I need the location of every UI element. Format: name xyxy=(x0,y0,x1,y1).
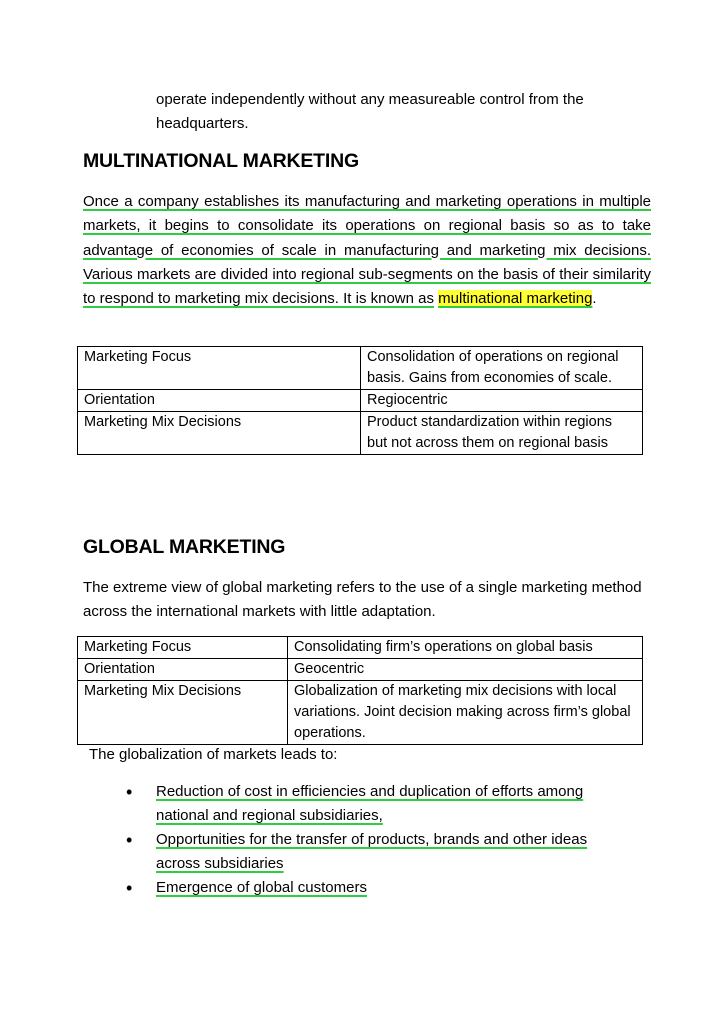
table-cell-value: Consolidating firm’s operations on global basis xyxy=(288,637,643,659)
multinational-heading: MULTINATIONAL MARKETING xyxy=(83,150,359,172)
continuation-line-1: operate independently without any measureable control from the xyxy=(156,91,584,108)
table-cell-value: Geocentric xyxy=(288,659,643,681)
list-item-text: Reduction of cost in efficiencies and duplication of efforts among national and regional subsidiaries, xyxy=(156,783,584,824)
multinational-highlight: multinational marketing xyxy=(438,290,593,308)
table-cell-label: Orientation xyxy=(78,390,361,412)
table-cell-value: Globalization of marketing mix decisions with local variations. Joint decision making across firm’s global operations. xyxy=(288,681,643,745)
table-cell-label: Orientation xyxy=(78,659,288,681)
table-cell-label: Marketing Mix Decisions xyxy=(78,412,361,455)
multinational-paragraph-end: . xyxy=(592,290,597,308)
list-item-text: Emergence of global customers xyxy=(156,879,367,896)
table-row xyxy=(78,681,643,745)
table-cell-label: Marketing Focus xyxy=(78,347,361,390)
table-row xyxy=(78,412,643,455)
table-row xyxy=(78,659,643,681)
list-item-text: Opportunities for the transfer of products, brands and other ideas across subsidiaries xyxy=(156,831,588,872)
bullet-icon: • xyxy=(126,782,133,802)
continuation-line-2: headquarters. xyxy=(156,115,249,132)
table-cell-value: Consolidation of operations on regional basis. Gains from economies of scale. xyxy=(361,347,643,390)
globalization-lead: The globalization of markets leads to: xyxy=(89,746,338,763)
multinational-paragraph-main: Once a company establishes its manufacturing and marketing operations in multiple markets, it begins to consolidate its operations on regional basis so as to take advantage of economies of scale in manufacturing and marketing mix decisions. Various markets are divided into regional sub-segments on the basis of their similarity to respond to marketing mix decisions. It is known as xyxy=(83,193,651,308)
table-cell-label: Marketing Focus xyxy=(78,637,288,659)
multinational-table xyxy=(77,346,643,455)
global-table xyxy=(77,636,643,745)
global-heading: GLOBAL MARKETING xyxy=(83,536,286,558)
table-row xyxy=(78,390,643,412)
multinational-paragraph xyxy=(83,190,651,311)
table-cell-label: Marketing Mix Decisions xyxy=(78,681,288,745)
table-cell-value: Regiocentric xyxy=(361,390,643,412)
bullet-icon: • xyxy=(126,830,133,850)
table-row xyxy=(78,637,643,659)
continuation-text xyxy=(156,88,636,136)
table-cell-value: Product standardization within regions but not across them on regional basis xyxy=(361,412,643,455)
bullet-icon: • xyxy=(126,878,133,898)
table-row xyxy=(78,347,643,390)
global-paragraph: The extreme view of global marketing refers to the use of a single marketing method across the international markets with little adaptation. xyxy=(83,579,642,621)
